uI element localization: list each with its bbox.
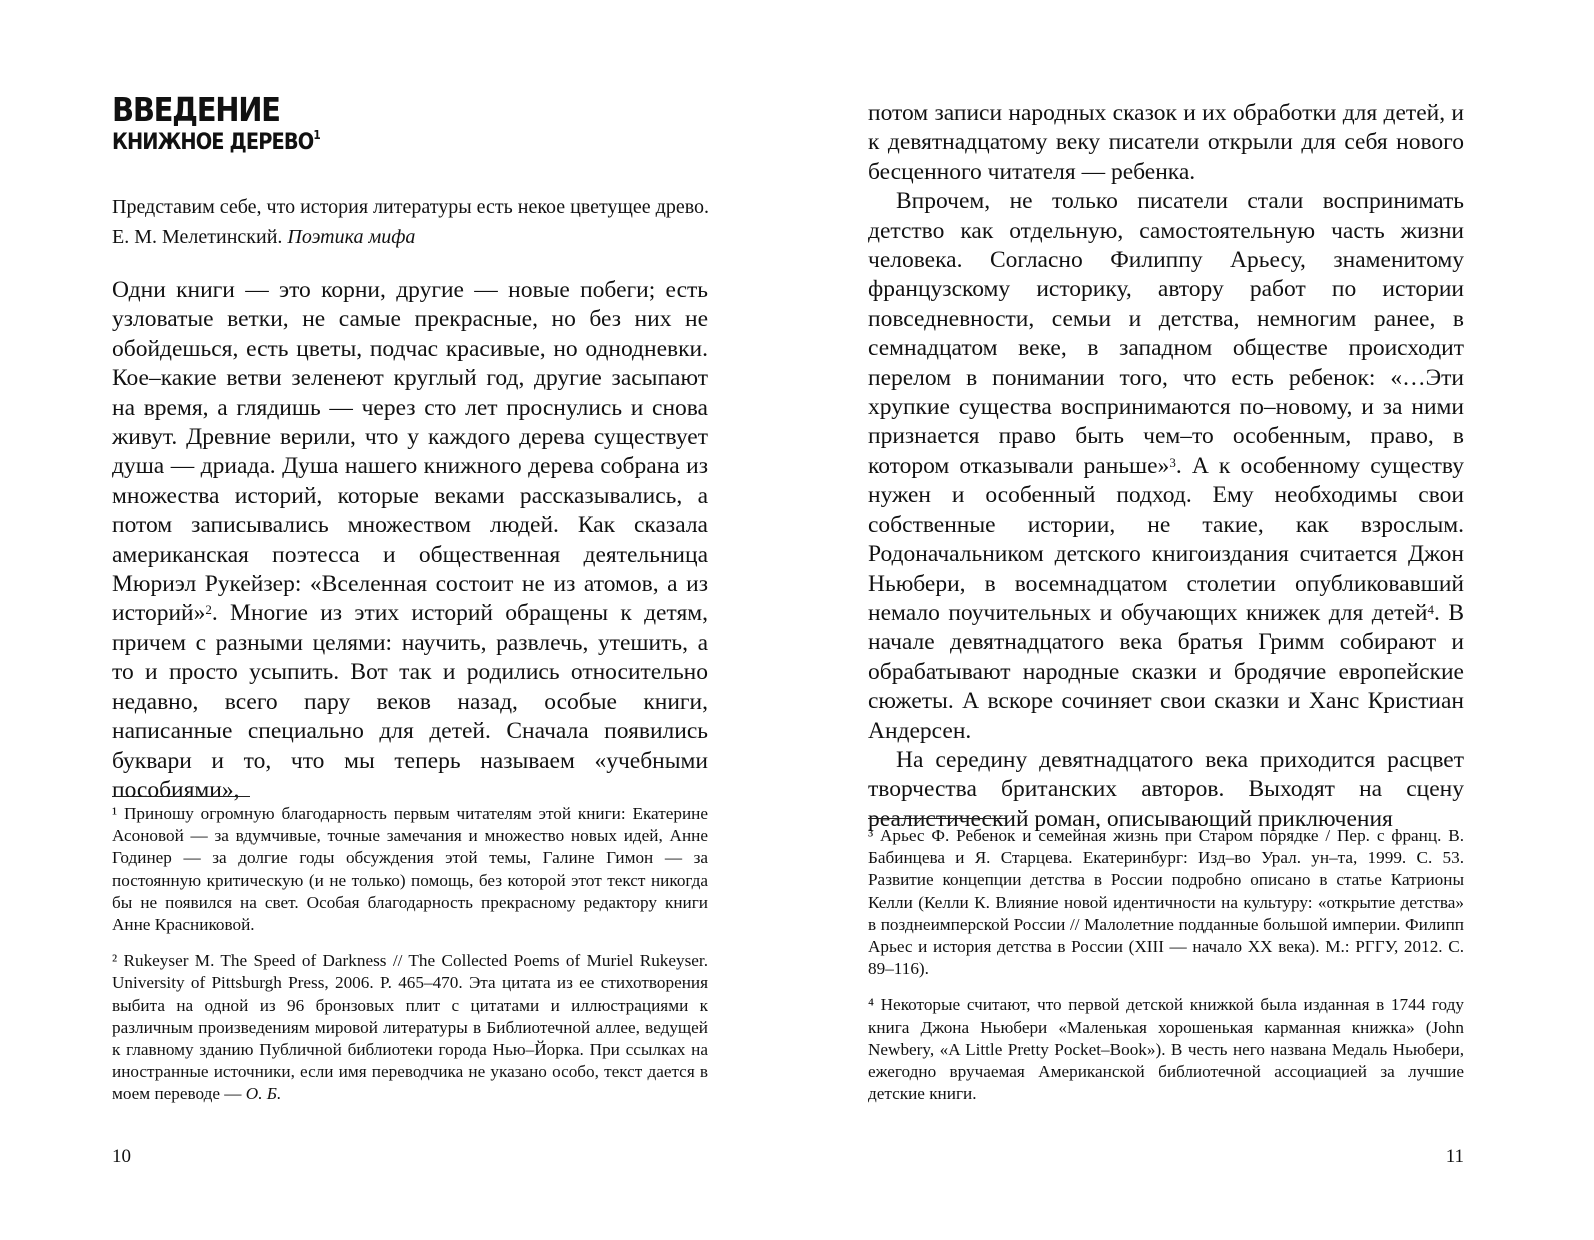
epigraph-source: Поэтика мифа (287, 226, 416, 248)
body-text (112, 276, 708, 805)
page-number: 11 (1445, 1146, 1464, 1167)
footnote: ⁴ Некоторые считают, что первой детской книжкой была изданная в 1744 году книга Джона Ньюбери «Маленькая хорошенькая карманная книжка» (John Newbery, «A Little Pretty Pocket–Book»). В честь него названа Медаль Ньюбери, ежегодно вручаемая Американской библиотечной ассоциацией за лучшие детские книги. (868, 995, 1464, 1104)
footnote: ¹ Приношу огромную благодарность первым читателям этой книги: Екатерине Асоновой — за вдумчивые, точные замечания и множество новых идей, Анне Годинер — за долгие годы обсуждения этой темы, Галине Гимон — за постоянную критическую (и не только) помощь, без которой этот текст никогда бы не появился на свет. Особая благодарность прекрасному редактору книги Анне Красниковой. (112, 804, 708, 935)
right-page (868, 0, 1464, 1240)
footnote-ref: 2 (205, 602, 212, 618)
footnote (112, 950, 708, 1105)
footnote-ref: 4 (1427, 601, 1434, 617)
footnote-ref: 1 (313, 128, 320, 142)
chapter-subtitle (112, 130, 320, 155)
left-page (112, 0, 708, 1240)
body-text-part: Впрочем, не только писатели стали воспринимать детство как отдельную, самостоятельную часть жизни человека. Согласно Филиппу Арьесу, знаменитому французскому историку, автору работ по истории повседневности, семьи и детства, немногим ранее, в семнадцатом веке, в западном обществе происходит перелом в понимании того, что есть ребенок: «…Эти хрупкие существа воспринимаются по–новому, и за ними признается право быть чем–то особенным, право, в котором отказывали раньше» (868, 188, 1464, 479)
footnote-text: ² Rukeyser M. The Speed of Darkness // The Collected Poems of Muriel Rukeyser. University of Pittsburgh Press, 2006. P. 465–470. Эта цитата из ее стихотворения выбита на одной из 96 бронзовых плит с цитатами и иллюстрациями к различным произведениям мировой литературы в Библиотечной аллее, ведущей к главному зданию Публичной библиотеки города Нью–Йорка. При ссылках на иностранные источники, если имя переводчика не указано особо, текст дается в моем переводе — (112, 951, 708, 1104)
body-text (868, 99, 1464, 834)
body-paragraph (112, 276, 708, 805)
epigraph (112, 192, 732, 252)
footnote-signature: О. Б. (245, 1084, 282, 1104)
page-number: 10 (112, 1146, 131, 1167)
body-paragraph: На середину девятнадцатого века приходится расцвет творчества британских авторов. Выходят на сцену реалистический роман, описывающий приключения (868, 746, 1464, 832)
body-paragraph (868, 187, 1464, 746)
footnote-ref: 3 (1169, 454, 1176, 470)
epigraph-attribution (112, 222, 732, 252)
footnote-divider (112, 796, 250, 797)
body-text-part: . В начале девятнадцатого века братья Гримм собирают и обрабатывают народные сказки и бродячие европейские сюжеты. А вскоре сочиняет свои сказки и Ханс Кристиан Андерсен. (868, 599, 1464, 744)
subtitle-text: КНИЖНОЕ ДЕРЕВО (112, 130, 314, 155)
footnotes (868, 825, 1464, 1119)
chapter-title: ВВЕДЕНИЕ (112, 90, 280, 129)
footnote-divider (868, 818, 1006, 819)
body-text-part: Одни книги — это корни, другие — новые побеги; есть узловатые ветки, не самые прекрасные, но без них не обойдешься, есть цветы, подчас красивые, но однодневки. Кое–какие ветви зеленеют круглый год, другие засыпают на время, а глядишь — через сто лет проснулись и снова живут. Древние верили, что у каждого дерева существует душа — дриада. Душа нашего книжного дерева собрана из множества историй, которые веками рассказывались, а потом записывались множеством людей. Как сказала американская поэтесса и общественная деятельница Мюриэл Рукейзер: «Вселенная состоит не из атомов, а из историй» (112, 277, 708, 627)
footnotes (112, 803, 708, 1120)
epigraph-author: Е. М. Мелетинский. (112, 226, 283, 248)
footnote: ³ Арьес Ф. Ребенок и семейная жизнь при Старом порядке / Пер. с франц. В. Бабинцева и Я. Старцева. Екатеринбург: Изд–во Урал. ун–та, 1999. С. 53. Развитие концепции детства в России подробно описано в статье Катрионы Келли (Келли К. Влияние новой идентичности на культуру: «открытие детства» в позднеимперской России // Малолетние подданные большой империи. Филипп Арьес и история детства в России (XIII — начало XX века). М.: РГГУ, 2012. С. 89–116). (868, 826, 1464, 979)
body-text-part: . Многие из этих историй обращены к детям, причем с разными целями: научить, развлечь, утешить, а то и просто усыпить. Вот так и родились относительно недавно, всего пару веков назад, особые книги, написанные специально для детей. Сначала появились буквари и то, что мы теперь называем «учебными пособиями», (112, 600, 708, 803)
epigraph-quote: Представим себе, что история литературы есть некое цветущее древо. (112, 196, 710, 218)
body-text-part: . А к особенному существу нужен и особенный подход. Ему необходимы свои собственные истории, не такие, как взрослым. Родоначальником детского книгоиздания считается Джон Ньюбери, в восемнадцатом столетии опубликовавший немало поучительных и обучающих книжек для детей (868, 452, 1464, 626)
body-paragraph: потом записи народных сказок и их обработки для детей, и к девятнадцатому веку писатели открыли для себя нового бесценного читателя — ребенка. (868, 100, 1464, 185)
